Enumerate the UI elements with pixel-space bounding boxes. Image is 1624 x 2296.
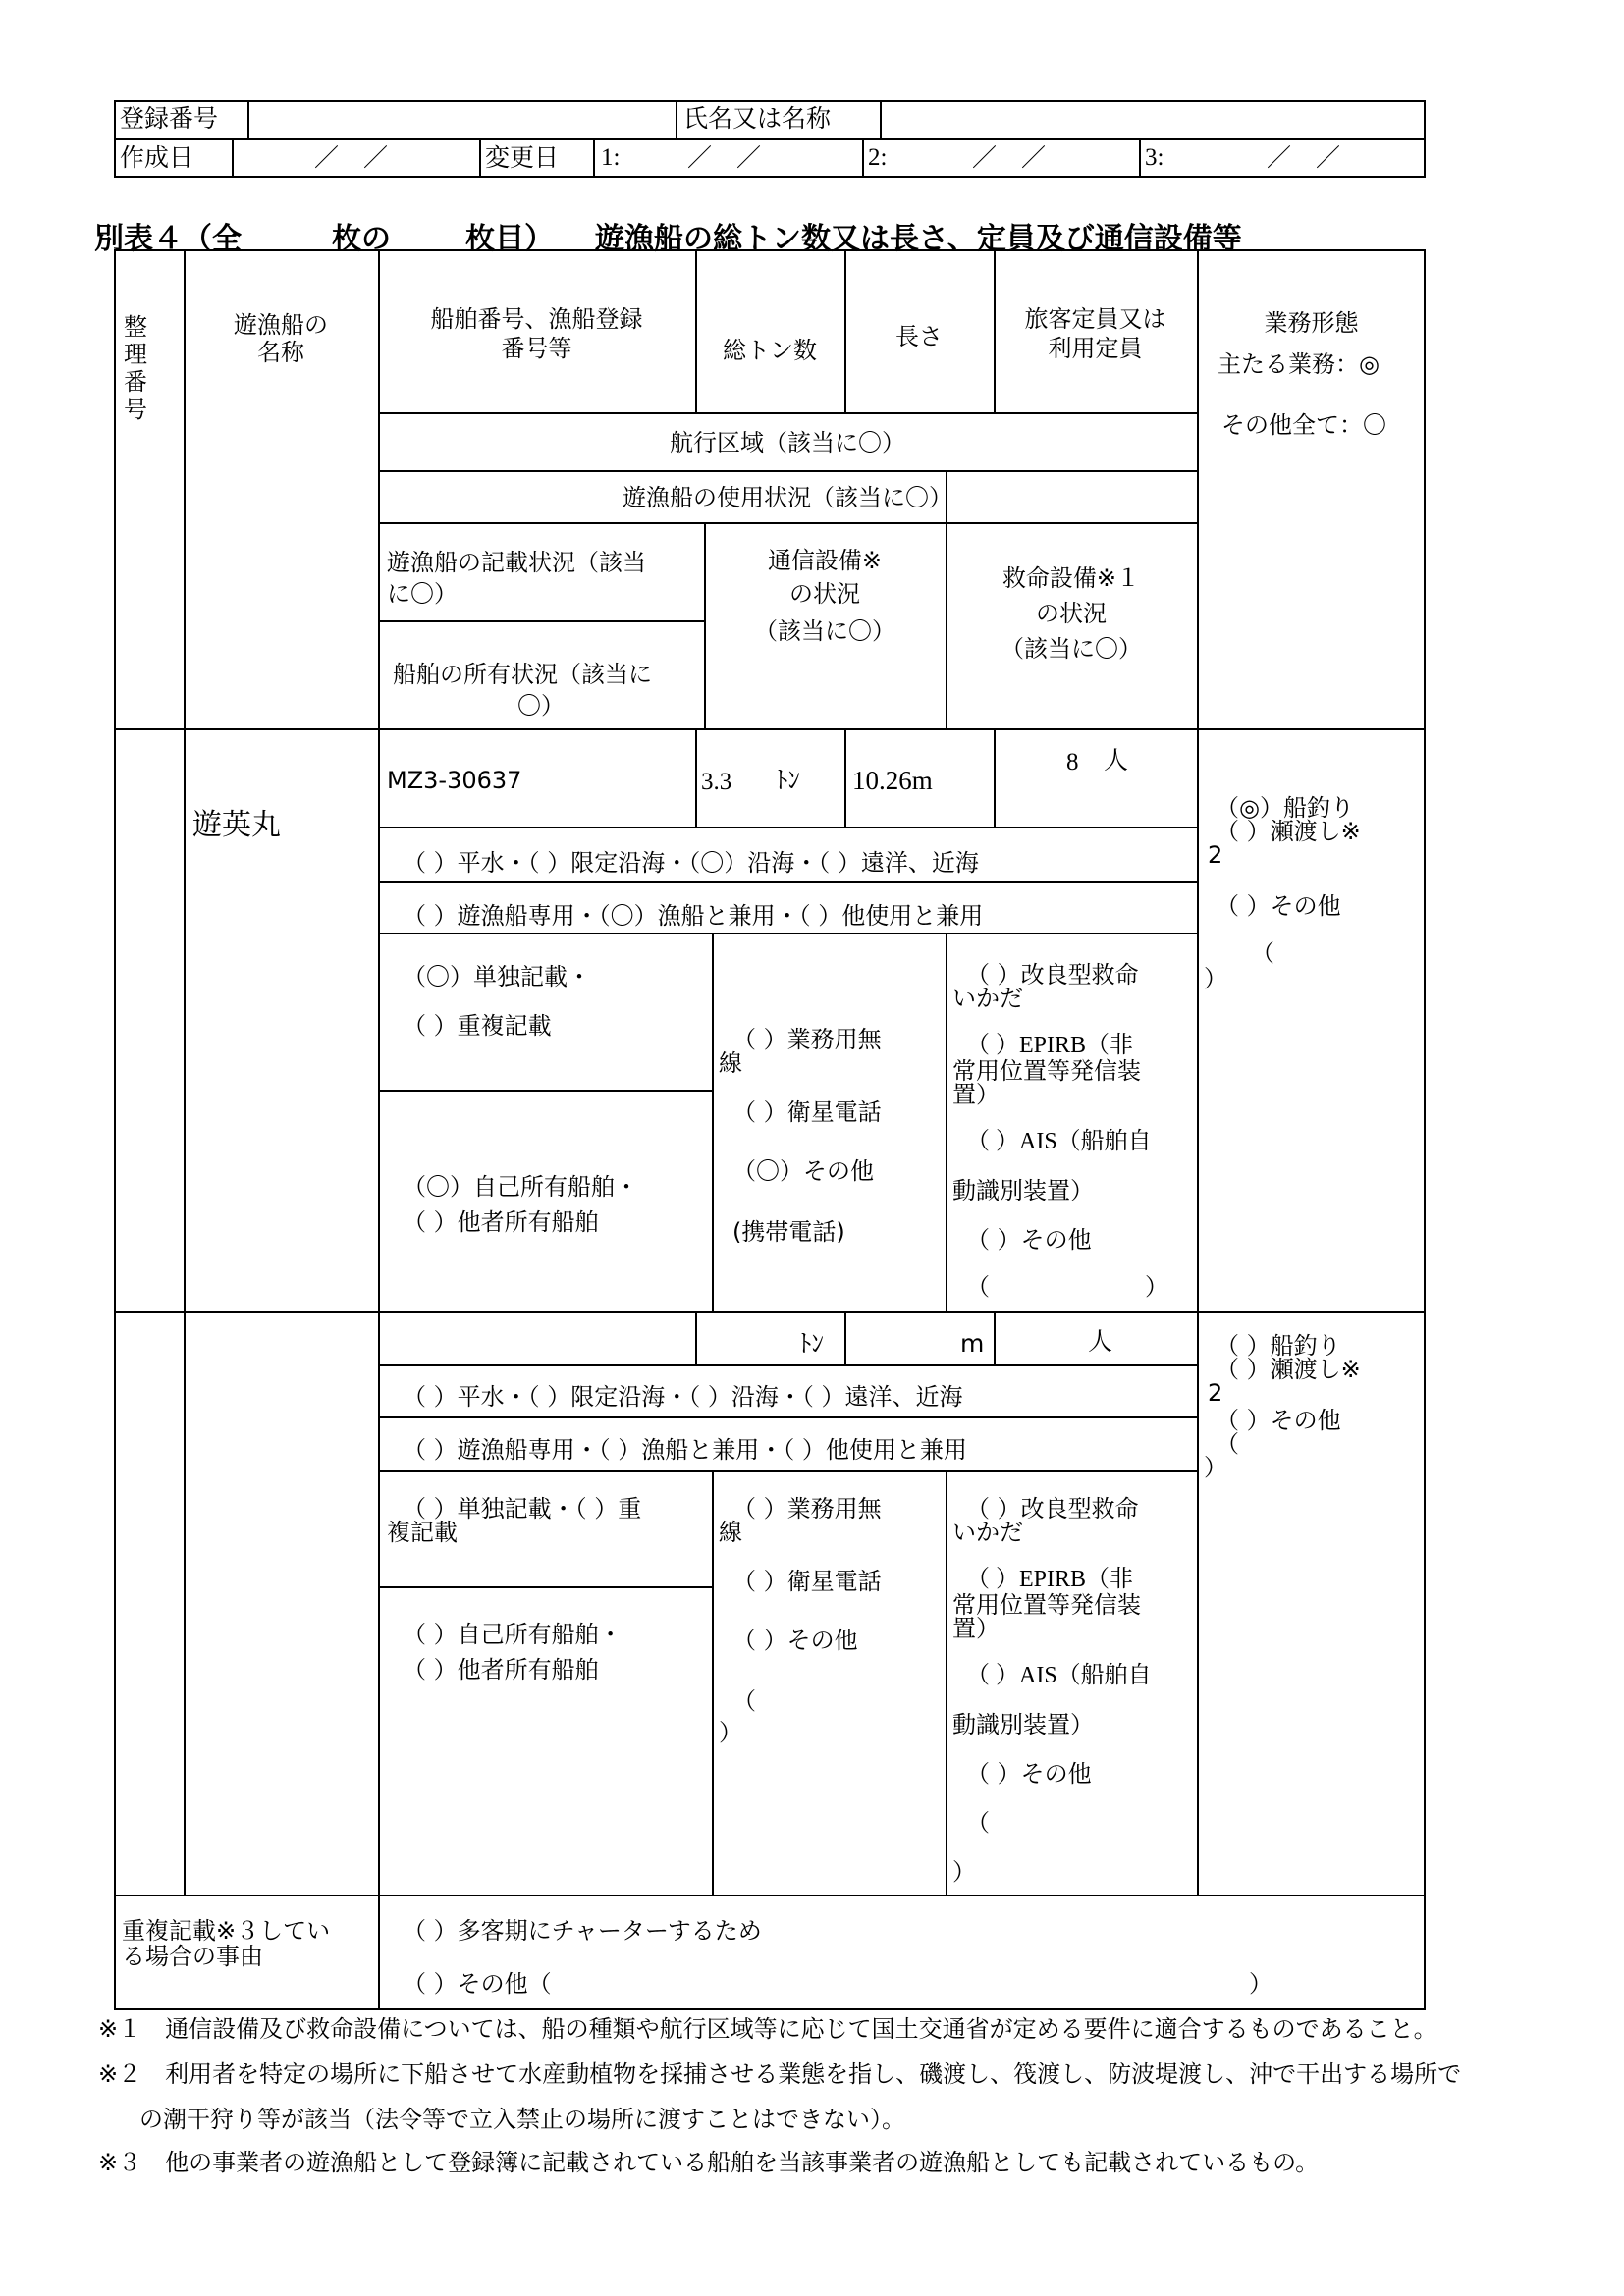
header-seiri-3: 番 xyxy=(124,368,147,396)
row2-record-1[interactable]: （ ）単独記載・（ ）重 xyxy=(403,1495,642,1522)
header-comm-2: の状況 xyxy=(789,580,860,608)
grid-line xyxy=(378,933,1197,934)
header-vline xyxy=(232,138,234,178)
row2-comm-radio-2: 線 xyxy=(719,1519,742,1546)
grid-line xyxy=(695,249,697,412)
grid-line xyxy=(712,933,714,1311)
header-ship-no-1: 船舶番号、漁船登録 xyxy=(430,305,643,333)
header-record-2: に〇） xyxy=(387,580,458,608)
row2-area-options[interactable]: （ ）平水・（ ）限定沿海・（ ）沿海・（ ）遠洋、近海 xyxy=(403,1383,963,1411)
dup-reason-label-1: 重複記載※３してい xyxy=(122,1917,331,1945)
row2-rescue-epirb-3: 置） xyxy=(952,1615,1000,1642)
grid-line xyxy=(378,522,1197,524)
grid-line xyxy=(184,249,186,1895)
header-seiri-2: 理 xyxy=(124,341,147,368)
row2-len-unit: m xyxy=(960,1329,985,1358)
header-comm-1: 通信設備※ xyxy=(767,547,883,574)
header-vline xyxy=(1139,138,1141,178)
row1-area-options[interactable]: （ ）平水・（ ）限定沿海・（〇）沿海・（ ）遠洋、近海 xyxy=(403,849,979,877)
row2-business-note: 2 xyxy=(1208,1379,1223,1407)
grid-line xyxy=(695,1311,697,1364)
title-mid: 枚の xyxy=(332,222,391,256)
header-seiri-1: 整 xyxy=(124,313,147,341)
header-vline xyxy=(593,138,595,178)
row1-ship-name: 遊英丸 xyxy=(192,808,281,842)
note-1: ※１ 通信設備及び救命設備については、船の種類や航行区域等に応じて国土交通省が定める要件に適合するものであること。 xyxy=(98,2015,1437,2043)
header-owner-2: 〇） xyxy=(517,692,565,720)
grid-line xyxy=(994,1311,996,1364)
row1-rescue-other[interactable]: （ ）その他 xyxy=(966,1226,1092,1254)
main-table xyxy=(114,249,1426,2010)
row2-rescue-epirb-2: 常用位置等発信装 xyxy=(952,1591,1141,1619)
note-3: ※３ 他の事業者の遊漁船として登録簿に記載されている船舶を当該事業者の遊漁船としても記載されているもの。 xyxy=(98,2149,1320,2176)
grid-line xyxy=(946,1470,947,1895)
row2-ton-unit: ﾄﾝ xyxy=(799,1329,825,1358)
dup-reason-option-charter[interactable]: （ ）多客期にチャーターするため xyxy=(403,1917,762,1945)
change-2-date-field[interactable]: ／ ／ xyxy=(972,143,1047,172)
grid-line xyxy=(844,728,846,827)
header-vline xyxy=(479,138,481,178)
title-prefix: 別表４（全 xyxy=(94,222,242,256)
header-vline xyxy=(247,100,249,138)
header-rescue-1: 救命設備※１ xyxy=(1001,564,1141,592)
row1-record-single[interactable]: （〇）単独記載・ xyxy=(403,963,591,990)
row2-rescue-other[interactable]: （ ）その他 xyxy=(966,1760,1092,1788)
header-ship-no-2: 番号等 xyxy=(501,335,572,362)
header-length: 長さ xyxy=(895,323,943,350)
page-title: 遊漁船の総トン数又は長さ、定員及び通信設備等 xyxy=(595,222,1242,256)
row2-business-fishing[interactable]: （ ）船釣り xyxy=(1216,1332,1341,1360)
row1-rescue-epirb[interactable]: （ ）EPIRB（非 xyxy=(966,1033,1134,1058)
reg-no-field[interactable] xyxy=(251,104,672,133)
grid-line xyxy=(712,1470,714,1895)
title-mid2: 枚目） xyxy=(465,222,554,256)
row1-rescue-epirb-3: 置） xyxy=(952,1081,1000,1108)
row1-owner-self[interactable]: （〇）自己所有船舶・ xyxy=(403,1173,638,1201)
row2-rescue-open: （ xyxy=(966,1809,990,1837)
header-business-2: 主たる業務：◎ xyxy=(1218,350,1380,378)
header-record-1: 遊漁船の記載状況（該当 xyxy=(387,549,646,576)
dup-reason-label-2: る場合の事由 xyxy=(122,1943,263,1970)
reg-no-label: 登録番号 xyxy=(120,104,219,133)
row2-comm-radio[interactable]: （ ）業務用無 xyxy=(732,1495,882,1522)
row2-rescue-raft-2: いかだ xyxy=(952,1519,1023,1546)
row1-business-close: ） xyxy=(1204,965,1227,992)
row1-rescue-raft[interactable]: （ ）改良型救命 xyxy=(966,961,1139,988)
grid-line xyxy=(114,1311,1426,1313)
row1-length[interactable]: 10.26m xyxy=(852,766,933,795)
change-1-date-field[interactable]: ／ ／ xyxy=(687,143,762,172)
row2-record-2: 複記載 xyxy=(387,1519,458,1546)
name-label: 氏名又は名称 xyxy=(683,104,832,133)
row1-ship-number[interactable]: MZ3-30637 xyxy=(387,767,522,794)
row1-rescue-raft-2: いかだ xyxy=(952,985,1023,1012)
row1-comm-radio-2: 線 xyxy=(719,1049,742,1077)
created-label: 作成日 xyxy=(120,143,194,172)
name-field[interactable] xyxy=(884,104,1422,133)
change-1-label: 1: xyxy=(601,144,621,171)
header-business-3: その他全て：〇 xyxy=(1221,411,1386,439)
created-date-field[interactable]: ／ ／ xyxy=(314,143,389,172)
row1-comm-other[interactable]: （〇）その他 xyxy=(732,1157,874,1185)
row1-ton-unit: ﾄﾝ xyxy=(776,766,801,794)
row2-owner-self[interactable]: （ ）自己所有船舶・ xyxy=(403,1621,623,1648)
row1-business-fishing[interactable]: （◎）船釣り xyxy=(1216,794,1354,822)
row1-rescue-epirb-2: 常用位置等発信装 xyxy=(952,1057,1141,1085)
header-business-1: 業務形態 xyxy=(1264,309,1359,337)
grid-line xyxy=(378,470,1197,472)
row1-comm-satellite[interactable]: （ ）衛星電話 xyxy=(732,1098,882,1126)
row1-capacity[interactable]: 8 xyxy=(1066,749,1079,775)
row2-owner-other[interactable]: （ ）他者所有船舶 xyxy=(403,1656,599,1683)
header-name-2: 名称 xyxy=(257,339,304,366)
grid-line xyxy=(378,1090,712,1092)
grid-line xyxy=(378,620,704,622)
row2-rescue-ais[interactable]: （ ）AIS（船舶自 xyxy=(966,1663,1152,1688)
row2-rescue-epirb[interactable]: （ ）EPIRB（非 xyxy=(966,1567,1134,1592)
row2-business-close: ） xyxy=(1204,1454,1227,1481)
grid-line xyxy=(378,1416,1197,1418)
row2-rescue-raft[interactable]: （ ）改良型救命 xyxy=(966,1495,1139,1522)
note-2-cont: の潮干狩り等が該当（法令等で立入禁止の場所に渡すことはできない）。 xyxy=(139,2106,905,2133)
grid-line xyxy=(695,728,697,827)
changed-label: 変更日 xyxy=(485,143,560,172)
header-tonnage: 総トン数 xyxy=(723,337,817,364)
row2-business-other[interactable]: （ ）その他 xyxy=(1216,1407,1341,1434)
header-vline xyxy=(862,138,864,178)
row1-rescue-open: （ xyxy=(966,1273,990,1301)
row2-cap-unit: 人 xyxy=(1088,1327,1113,1356)
grid-line xyxy=(994,728,996,827)
change-3-label: 3: xyxy=(1145,144,1164,171)
header-name-1: 遊漁船の xyxy=(234,311,328,339)
row1-rescue-close: ） xyxy=(1145,1273,1168,1301)
grid-line xyxy=(114,728,1426,730)
dup-reason-close: ） xyxy=(1249,1970,1272,1998)
row2-comm-other[interactable]: （ ）その他 xyxy=(732,1627,858,1654)
grid-line xyxy=(378,1470,1197,1472)
row1-business-setowatashi[interactable]: （ ）瀬渡し※ xyxy=(1216,818,1361,845)
row2-comm-satellite[interactable]: （ ）衛星電話 xyxy=(732,1568,882,1595)
grid-line xyxy=(378,412,1197,414)
row1-owner-other[interactable]: （ ）他者所有船舶 xyxy=(403,1208,599,1236)
change-2-label: 2: xyxy=(868,144,888,171)
grid-line xyxy=(946,933,947,1311)
row1-business-open: （ xyxy=(1251,939,1274,967)
grid-line xyxy=(1197,249,1199,1895)
grid-line xyxy=(844,1311,846,1364)
row2-business-setowatashi[interactable]: （ ）瀬渡し※ xyxy=(1216,1356,1361,1383)
row2-comm-close: ） xyxy=(719,1719,742,1746)
header-capacity-2: 利用定員 xyxy=(1048,335,1143,362)
row2-usage-options[interactable]: （ ）遊漁船専用・（ ）漁船と兼用・（ ）他使用と兼用 xyxy=(403,1436,967,1464)
header-capacity-1: 旅客定員又は xyxy=(1024,305,1166,333)
change-3-date-field[interactable]: ／ ／ xyxy=(1267,143,1341,172)
grid-line xyxy=(378,827,1197,828)
row2-comm-open: （ xyxy=(732,1687,756,1715)
row1-rescue-ais-2: 動識別装置） xyxy=(952,1177,1094,1204)
row1-rescue-ais[interactable]: （ ）AIS（船舶自 xyxy=(966,1129,1152,1154)
header-vline xyxy=(676,100,677,138)
header-comm-3: （該当に〇） xyxy=(754,617,895,645)
header-divider xyxy=(114,138,1426,140)
row1-tonnage[interactable]: 3.3 xyxy=(701,769,732,795)
row1-comm-radio[interactable]: （ ）業務用無 xyxy=(732,1026,882,1053)
header-seiri-4: 号 xyxy=(124,396,147,423)
row1-cap-unit: 人 xyxy=(1104,746,1129,774)
row1-record-dup[interactable]: （ ）重複記載 xyxy=(403,1012,552,1040)
header-rescue-2: の状況 xyxy=(1036,600,1107,627)
row1-comm-other-detail[interactable]: (携帯電話) xyxy=(732,1218,845,1246)
grid-line xyxy=(114,1895,1426,1896)
grid-line xyxy=(378,249,380,2010)
row2-rescue-ais-2: 動識別装置） xyxy=(952,1711,1094,1738)
note-2: ※２ 利用者を特定の場所に下船させて水産動植物を採捕させる業態を指し、磯渡し、筏渡し、防波堤渡し、沖で干出する場所で xyxy=(98,2060,1462,2088)
dup-reason-option-other[interactable]: （ ）その他（ xyxy=(403,1970,552,1998)
row2-rescue-close: ） xyxy=(952,1858,976,1886)
row1-usage-options[interactable]: （ ）遊漁船専用・（〇）漁船と兼用・（ ）他使用と兼用 xyxy=(403,902,984,930)
row2-business-open: （ xyxy=(1216,1430,1239,1458)
row1-business-note: 2 xyxy=(1208,841,1223,869)
header-vline xyxy=(880,100,882,138)
header-rescue-3: （該当に〇） xyxy=(1001,635,1142,663)
header-area: 航行区域（該当に〇） xyxy=(670,429,905,456)
header-usage: 遊漁船の使用状況（該当に〇） xyxy=(623,484,952,511)
grid-line xyxy=(378,1364,1197,1366)
grid-line xyxy=(378,881,1197,883)
row1-business-other[interactable]: （ ）その他 xyxy=(1216,892,1341,920)
header-owner-1: 船舶の所有状況（該当に xyxy=(393,661,652,688)
grid-line xyxy=(378,1586,712,1588)
